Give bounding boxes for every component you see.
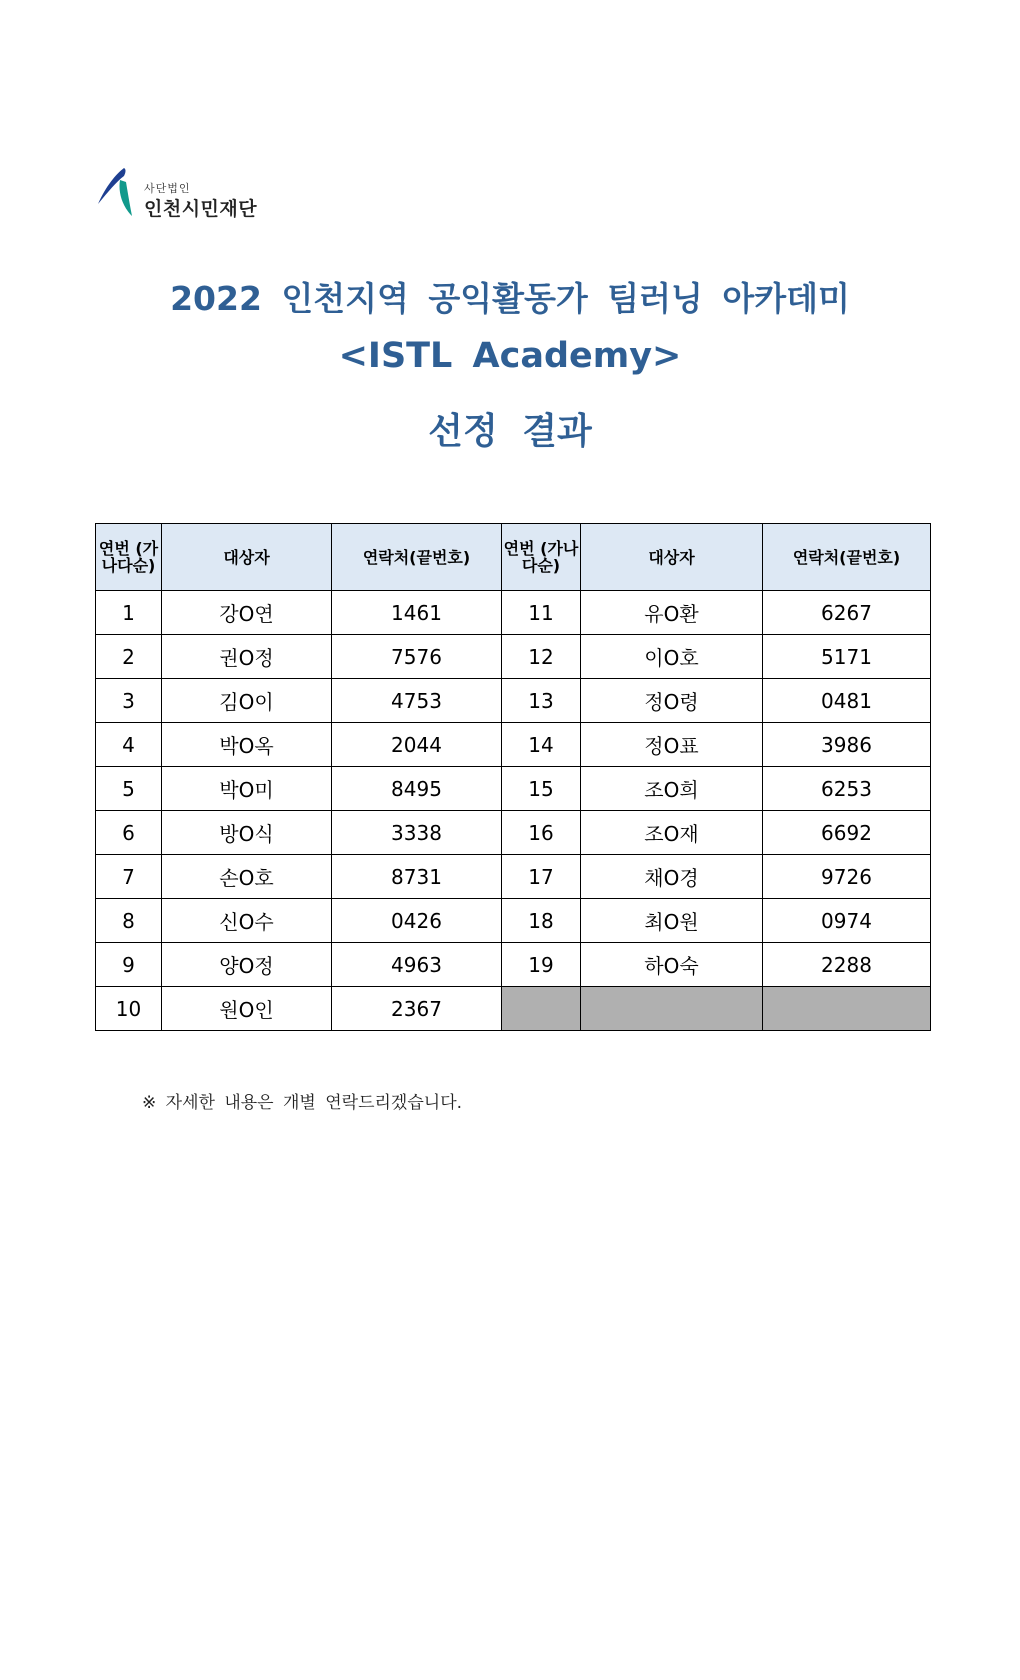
logo-subtitle: 사단법인: [144, 182, 191, 195]
cell-number: 9: [96, 943, 162, 987]
cell-number: 18: [502, 899, 581, 943]
cell-number: 12: [502, 635, 581, 679]
empty-cell: [502, 987, 581, 1031]
cell-phone: 0974: [763, 899, 931, 943]
cell-phone: 6267: [763, 591, 931, 635]
cell-number: 7: [96, 855, 162, 899]
cell-number: 3: [96, 679, 162, 723]
logo-name: 인천시민재단: [144, 198, 258, 220]
cell-number: 19: [502, 943, 581, 987]
cell-name: 이O호: [581, 635, 763, 679]
cell-number: 8: [96, 899, 162, 943]
cell-phone: 9726: [763, 855, 931, 899]
cell-phone: 2044: [332, 723, 502, 767]
cell-name: 유O환: [581, 591, 763, 635]
cell-name: 양O정: [162, 943, 332, 987]
logo: [96, 166, 286, 226]
table-row: [96, 899, 931, 943]
cell-name: 손O호: [162, 855, 332, 899]
cell-phone: 2367: [332, 987, 502, 1031]
header-phone: 연락처(끝번호): [763, 524, 931, 591]
cell-phone: 5171: [763, 635, 931, 679]
cell-phone: 8731: [332, 855, 502, 899]
page-heading: 선정 결과: [428, 411, 592, 452]
cell-phone: 6692: [763, 811, 931, 855]
cell-number: 1: [96, 591, 162, 635]
cell-name: 하O숙: [581, 943, 763, 987]
table-row: [96, 679, 931, 723]
cell-phone: 0426: [332, 899, 502, 943]
footnote: ※ 자세한 내용은 개별 연락드리겠습니다.: [142, 1093, 463, 1113]
header-phone: 연락처(끝번호): [332, 524, 502, 591]
cell-number: 5: [96, 767, 162, 811]
header-number: 연번 (가나다순): [96, 524, 162, 591]
cell-number: 13: [502, 679, 581, 723]
cell-phone: 4753: [332, 679, 502, 723]
cell-name: 권O정: [162, 635, 332, 679]
cell-name: 김O이: [162, 679, 332, 723]
cell-phone: 4963: [332, 943, 502, 987]
header-number: 연번 (가나다순): [502, 524, 581, 591]
table-row: [96, 767, 931, 811]
cell-name: 정O령: [581, 679, 763, 723]
table-row: [96, 855, 931, 899]
empty-cell: [763, 987, 931, 1031]
cell-number: 16: [502, 811, 581, 855]
header-name: 대상자: [162, 524, 332, 591]
cell-phone: 7576: [332, 635, 502, 679]
cell-number: 11: [502, 591, 581, 635]
cell-number: 17: [502, 855, 581, 899]
cell-number: 4: [96, 723, 162, 767]
table-row: [96, 811, 931, 855]
table-row: [96, 987, 931, 1031]
cell-phone: 3986: [763, 723, 931, 767]
cell-phone: 1461: [332, 591, 502, 635]
table-header-row: [96, 524, 931, 591]
cell-phone: 0481: [763, 679, 931, 723]
cell-name: 채O경: [581, 855, 763, 899]
cell-name: 최O원: [581, 899, 763, 943]
cell-number: 6: [96, 811, 162, 855]
header-name: 대상자: [581, 524, 763, 591]
page-subtitle: <ISTL Academy>: [338, 336, 682, 376]
cell-phone: 3338: [332, 811, 502, 855]
table-row: [96, 943, 931, 987]
page-title: 2022 인천지역 공익활동가 팀러닝 아카데미: [170, 279, 850, 318]
cell-name: 박O옥: [162, 723, 332, 767]
cell-number: 10: [96, 987, 162, 1031]
cell-name: 조O희: [581, 767, 763, 811]
table-row: [96, 723, 931, 767]
cell-name: 원O인: [162, 987, 332, 1031]
cell-name: 신O수: [162, 899, 332, 943]
cell-name: 정O표: [581, 723, 763, 767]
cell-phone: 6253: [763, 767, 931, 811]
cell-phone: 8495: [332, 767, 502, 811]
cell-name: 조O재: [581, 811, 763, 855]
cell-number: 15: [502, 767, 581, 811]
cell-number: 14: [502, 723, 581, 767]
results-table: [95, 523, 931, 1031]
cell-name: 강O연: [162, 591, 332, 635]
table-row: [96, 635, 931, 679]
cell-number: 2: [96, 635, 162, 679]
cell-name: 방O식: [162, 811, 332, 855]
cell-phone: 2288: [763, 943, 931, 987]
cell-name: 박O미: [162, 767, 332, 811]
table-row: [96, 591, 931, 635]
empty-cell: [581, 987, 763, 1031]
logo-mark-icon: [96, 166, 142, 224]
